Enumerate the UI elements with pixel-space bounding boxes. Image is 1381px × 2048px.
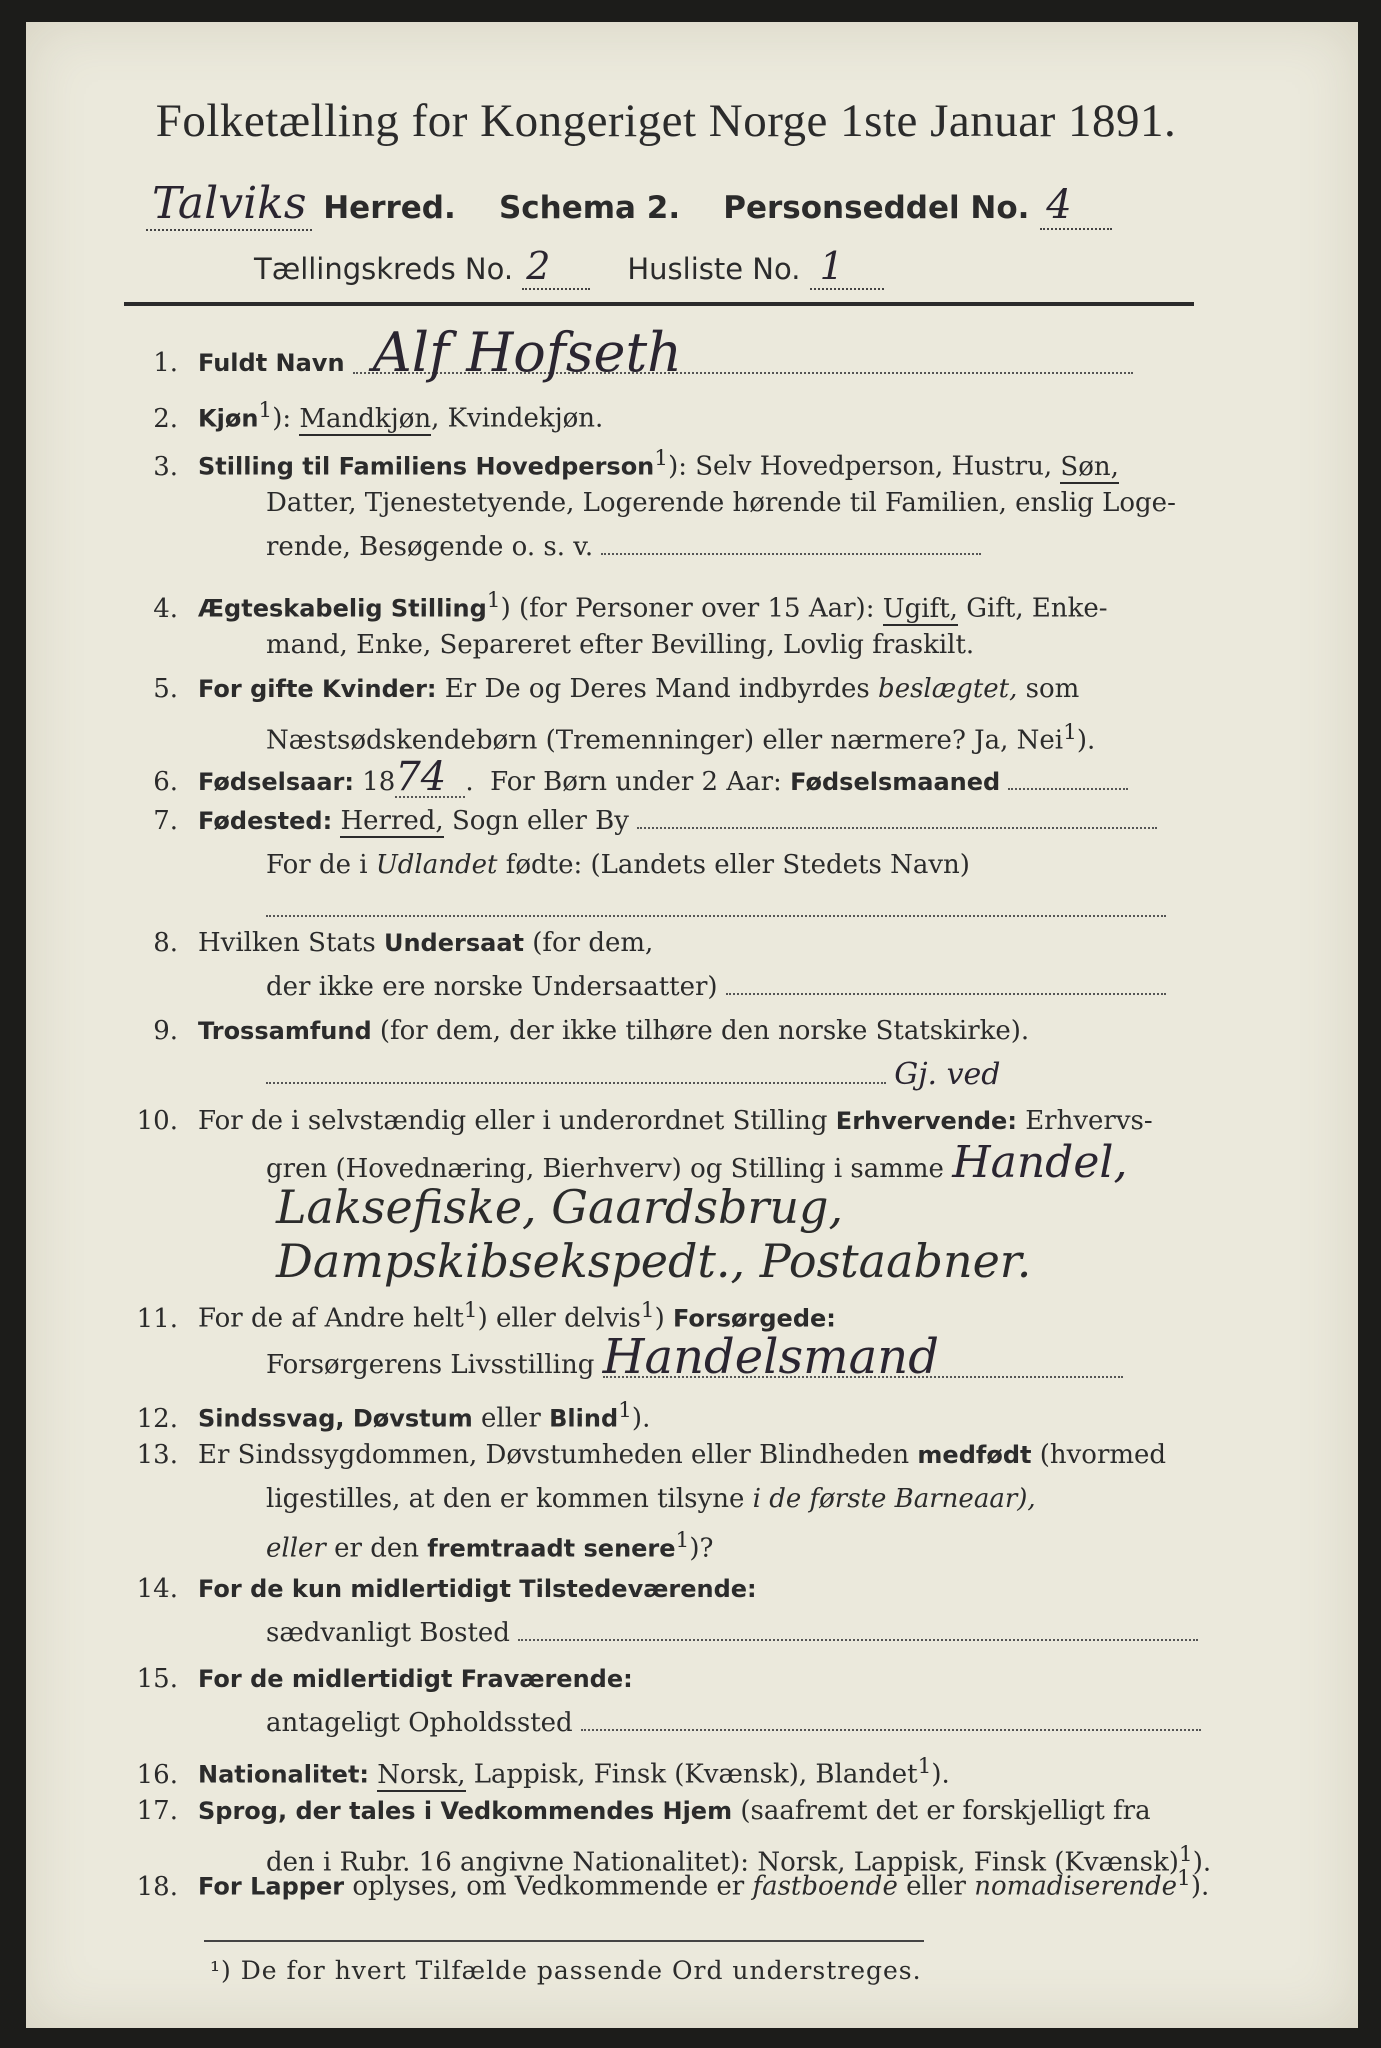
field-13-cont-2: eller er den fremtraadt senere$^1$)? — [266, 1528, 714, 1564]
field-13-congenital — [126, 1436, 1166, 1474]
field-4-marital-status: 4. Ægteskabelig Stilling$^1$) (for Personer over 15 Aar): Ugift, Gift, Enke- — [126, 582, 1108, 628]
field-text: Sogn eller By — [451, 806, 629, 836]
field-7-cont — [266, 846, 970, 884]
field-label: Sprog, der tales i Vedkommendes Hjem — [198, 1797, 733, 1825]
occupation-value-3: Dampskibsekspedt., Postaabner. — [276, 1234, 1032, 1288]
field-number: 10. — [136, 1106, 178, 1136]
field-number: 1. — [153, 348, 178, 378]
field-3-family-position: 3. Stilling til Familiens Hovedperson$^1$): Selv Hovedperson, Hustru, Søn, — [126, 440, 1119, 486]
personseddel-value: 4 — [1040, 182, 1111, 230]
field-6-birth-year: 6. Fødselsaar: 1874 . For Børn under 2 Aar: Fødselsmaaned — [126, 758, 1128, 801]
form-subheader-line — [254, 244, 884, 290]
field-label: fremtraadt senere — [427, 1534, 676, 1563]
field-label: Kjøn — [198, 404, 259, 433]
field-text: ligestilles, at den er kommen tilsyne — [266, 1484, 745, 1514]
field-2-sex: 2. Kjøn$^1$): Mandkjøn, Kvindekjøn. — [126, 392, 603, 438]
field-text: For de i selvstændig eller i underordnet Stilling — [198, 1106, 828, 1136]
birthplace-option-herred-selected: Herred, — [340, 806, 444, 836]
field-number: 8. — [153, 928, 178, 958]
field-label: For Lapper — [198, 1872, 345, 1901]
field-text: sædvanligt Bosted — [266, 1618, 510, 1648]
field-5-married-women — [126, 670, 1079, 708]
field-label: Forsørgede: — [673, 1304, 836, 1333]
field-number: 3. — [153, 451, 178, 482]
field-text-italic: eller — [266, 1533, 326, 1564]
form-header-line — [146, 178, 1112, 231]
field-text: fødte: (Landets eller Stedets Navn) — [505, 850, 970, 880]
marital-option-unmarried-selected: Ugift, — [882, 593, 958, 624]
field-text: For de i — [266, 850, 368, 880]
dotted-fill — [601, 553, 981, 555]
field-label: Blind — [549, 1404, 619, 1433]
field-15-cont — [266, 1704, 1201, 1742]
sex-option-male-selected: Mandkjøn — [299, 403, 432, 434]
occupation-note-value: Gj. ved — [894, 1057, 1001, 1092]
field-8-cont — [266, 968, 1166, 1006]
field-9-religion — [126, 1012, 1029, 1050]
field-number: 13. — [136, 1440, 178, 1470]
field-text: Hvilken Stats — [198, 928, 376, 958]
schema-label: Schema 2. — [498, 190, 681, 226]
field-label: Fuldt Navn — [198, 349, 345, 377]
field-text: Lappisk, Finsk (Kvænsk), Blandet — [473, 1759, 918, 1790]
field-16-nationality: 16. Nationalitet: Norsk, Lappisk, Finsk (Kvænsk), Blandet$^1$). — [126, 1748, 950, 1794]
field-13-cont-1 — [266, 1480, 1036, 1518]
field-text: (for dem, der ikke tilhøre den norske Statskirke). — [379, 1016, 1030, 1046]
field-text: Næstsødskendebørn (Tremenninger) eller nærmere? Ja, Nei — [266, 725, 1064, 756]
field-17-cont: den i Rubr. 16 angivne Nationalitet): Norsk, Lappisk, Finsk (Kvænsk)$^1$). — [266, 1842, 1212, 1878]
husliste-label: Husliste No. — [627, 252, 801, 286]
field-3-cont-1: Datter, Tjenestetyende, Logerende hørende til Familien, enslig Loge- — [266, 488, 1176, 518]
field-text: Er De og Deres Mand indbyrdes — [444, 674, 870, 704]
header-rule — [124, 302, 1194, 306]
field-11-supported: 11. For de af Andre helt$^1$) eller delvis$^1$) Forsørgede: — [126, 1292, 836, 1338]
field-number: 2. — [153, 403, 178, 434]
nationality-option-norsk-selected: Norsk, — [377, 1759, 466, 1790]
occupation-value-1: Handel, — [952, 1137, 1128, 1188]
field-label: Nationalitet: — [198, 1760, 370, 1789]
field-text-italic: beslægtet, — [878, 674, 1018, 704]
field-number: 11. — [136, 1303, 178, 1334]
field-10-occupation — [126, 1102, 1153, 1140]
field-14-temporary-present — [126, 1570, 757, 1608]
dotted-fill — [637, 827, 1157, 829]
field-text-italic: fastboende — [752, 1871, 898, 1902]
field-number: 18. — [136, 1871, 178, 1902]
field-text: er den — [334, 1533, 419, 1564]
husliste-value: 1 — [810, 244, 884, 290]
census-form-page — [26, 22, 1358, 2028]
kreds-label: Tællingskreds No. — [254, 252, 514, 286]
field-18-lapps: 18. For Lapper oplyses, om Vedkommende er fastboende eller nomadiserende$^1$). — [126, 1860, 1209, 1906]
field-text: For Børn under 2 Aar: — [490, 767, 782, 797]
dotted-fill — [726, 993, 1166, 995]
field-text: gren (Hovednæring, Bierhverv) og Stilling i samme — [266, 1154, 944, 1184]
field-label: Fødested: — [198, 807, 333, 835]
occupation-value-2: Laksefiske, Gaardsbrug, — [276, 1180, 844, 1234]
field-number: 5. — [153, 674, 178, 704]
birth-year-value: 74 — [395, 758, 465, 798]
supporter-occupation-value: Handelsmand — [603, 1338, 1123, 1378]
field-8-citizenship — [126, 924, 653, 962]
field-1-full-name — [126, 321, 1133, 384]
field-text: ? — [699, 1533, 714, 1564]
field-17-language — [126, 1792, 1151, 1830]
field-14-cont — [266, 1614, 1198, 1652]
field-9-fill-line — [266, 1056, 1001, 1095]
field-4-cont: mand, Enke, Separeret efter Bevilling, Lovlig fraskilt. — [266, 630, 975, 660]
field-text: eller delvis — [496, 1303, 641, 1334]
dotted-fill — [1008, 788, 1128, 790]
field-text: Selv Hovedperson, Hustru, — [695, 451, 1053, 482]
field-15-temporary-absent — [126, 1660, 633, 1698]
field-7-birthplace — [126, 802, 1157, 840]
field-text: eller — [906, 1871, 966, 1902]
field-label: For de kun midlertidigt Tilstedeværende: — [198, 1575, 757, 1603]
field-number: 4. — [153, 593, 178, 624]
field-number: 14. — [136, 1574, 178, 1604]
field-text: som — [1025, 674, 1080, 704]
herred-value: Talviks — [146, 178, 312, 231]
field-label: For gifte Kvinder: — [198, 675, 437, 703]
field-12-disability: 12. Sindssvag, Døvstum eller Blind$^1$). — [126, 1392, 650, 1438]
field-number: 7. — [153, 806, 178, 836]
field-text-italic: nomadiserende — [974, 1871, 1178, 1902]
field-text: der ikke ere norske Undersaatter) — [266, 972, 718, 1002]
field-number: 9. — [153, 1016, 178, 1046]
field-text: (for Personer over 15 Aar): — [519, 593, 875, 624]
field-text: For de af Andre helt — [198, 1303, 464, 1334]
field-label: Fødselsmaaned — [790, 768, 1001, 796]
field-label: Ægteskabelig Stilling — [198, 594, 487, 623]
field-text: antageligt Opholdssted — [266, 1708, 573, 1738]
field-text: Erhvervs- — [1025, 1106, 1153, 1136]
field-7-fill-line — [266, 890, 1166, 928]
field-number: 12. — [136, 1403, 178, 1434]
field-5-cont: Næstsødskendebørn (Tremenninger) eller nærmere? Ja, Nei$^1$). — [266, 720, 1096, 756]
field-label: Trossamfund — [198, 1017, 372, 1045]
field-text: Forsørgerens Livsstilling — [266, 1350, 595, 1380]
birth-year-prefix: 18 — [362, 767, 396, 797]
field-text: eller — [481, 1403, 541, 1434]
footnote-rule — [204, 1940, 924, 1942]
sex-option-female: Kvindekjøn. — [447, 403, 604, 434]
field-text: (hvormed — [1039, 1440, 1167, 1470]
personseddel-label: Personseddel No. — [723, 190, 1030, 226]
kreds-value: 2 — [522, 244, 590, 290]
field-number: 15. — [136, 1664, 178, 1694]
field-label: Erhvervende: — [835, 1107, 1017, 1135]
field-text: den i Rubr. 16 angivne Nationalitet): Norsk, Lappisk, Finsk (Kvænsk) — [266, 1847, 1179, 1878]
dotted-fill — [518, 1639, 1198, 1641]
field-number: 16. — [136, 1759, 178, 1790]
herred-label: Herred. — [323, 190, 456, 226]
field-label: Fødselsaar: — [198, 768, 354, 796]
dotted-fill — [581, 1729, 1201, 1731]
field-text: (saafremt det er forskjelligt fra — [740, 1796, 1151, 1826]
field-text: Gift, Enke- — [966, 593, 1108, 624]
field-text-italic: i de første Barneaar), — [752, 1484, 1036, 1514]
field-3-cont-2 — [266, 528, 981, 566]
dotted-fill — [266, 1082, 886, 1084]
field-label: Undersaat — [383, 929, 524, 957]
field-number: 17. — [136, 1796, 178, 1826]
field-11-cont — [266, 1329, 1123, 1385]
field-label: For de midlertidigt Fraværende: — [198, 1665, 633, 1693]
field-text: (for dem, — [532, 928, 654, 958]
form-title: Folketælling for Kongeriget Norge 1ste Januar 1891. — [155, 95, 1177, 147]
field-text: rende, Besøgende o. s. v. — [266, 532, 594, 562]
field-label: Stilling til Familiens Hovedperson — [198, 452, 655, 481]
field-text: oplyses, om Vedkommende er — [352, 1871, 745, 1902]
position-option-son-selected: Søn, — [1060, 451, 1119, 482]
full-name-value: Alf Hofseth — [353, 334, 1133, 374]
field-number: 6. — [153, 767, 178, 797]
footnote-ref: 1 — [258, 398, 273, 423]
field-label: medfødt — [917, 1441, 1032, 1469]
field-label: Sindssvag, Døvstum — [198, 1404, 473, 1433]
footnote: ¹) De for hvert Tilfælde passende Ord understreges. — [210, 1956, 922, 1985]
dotted-fill — [266, 915, 1166, 917]
field-text: Er Sindssygdommen, Døvstumheden eller Blindheden — [198, 1440, 910, 1470]
field-text-italic: Udlandet — [375, 850, 498, 880]
